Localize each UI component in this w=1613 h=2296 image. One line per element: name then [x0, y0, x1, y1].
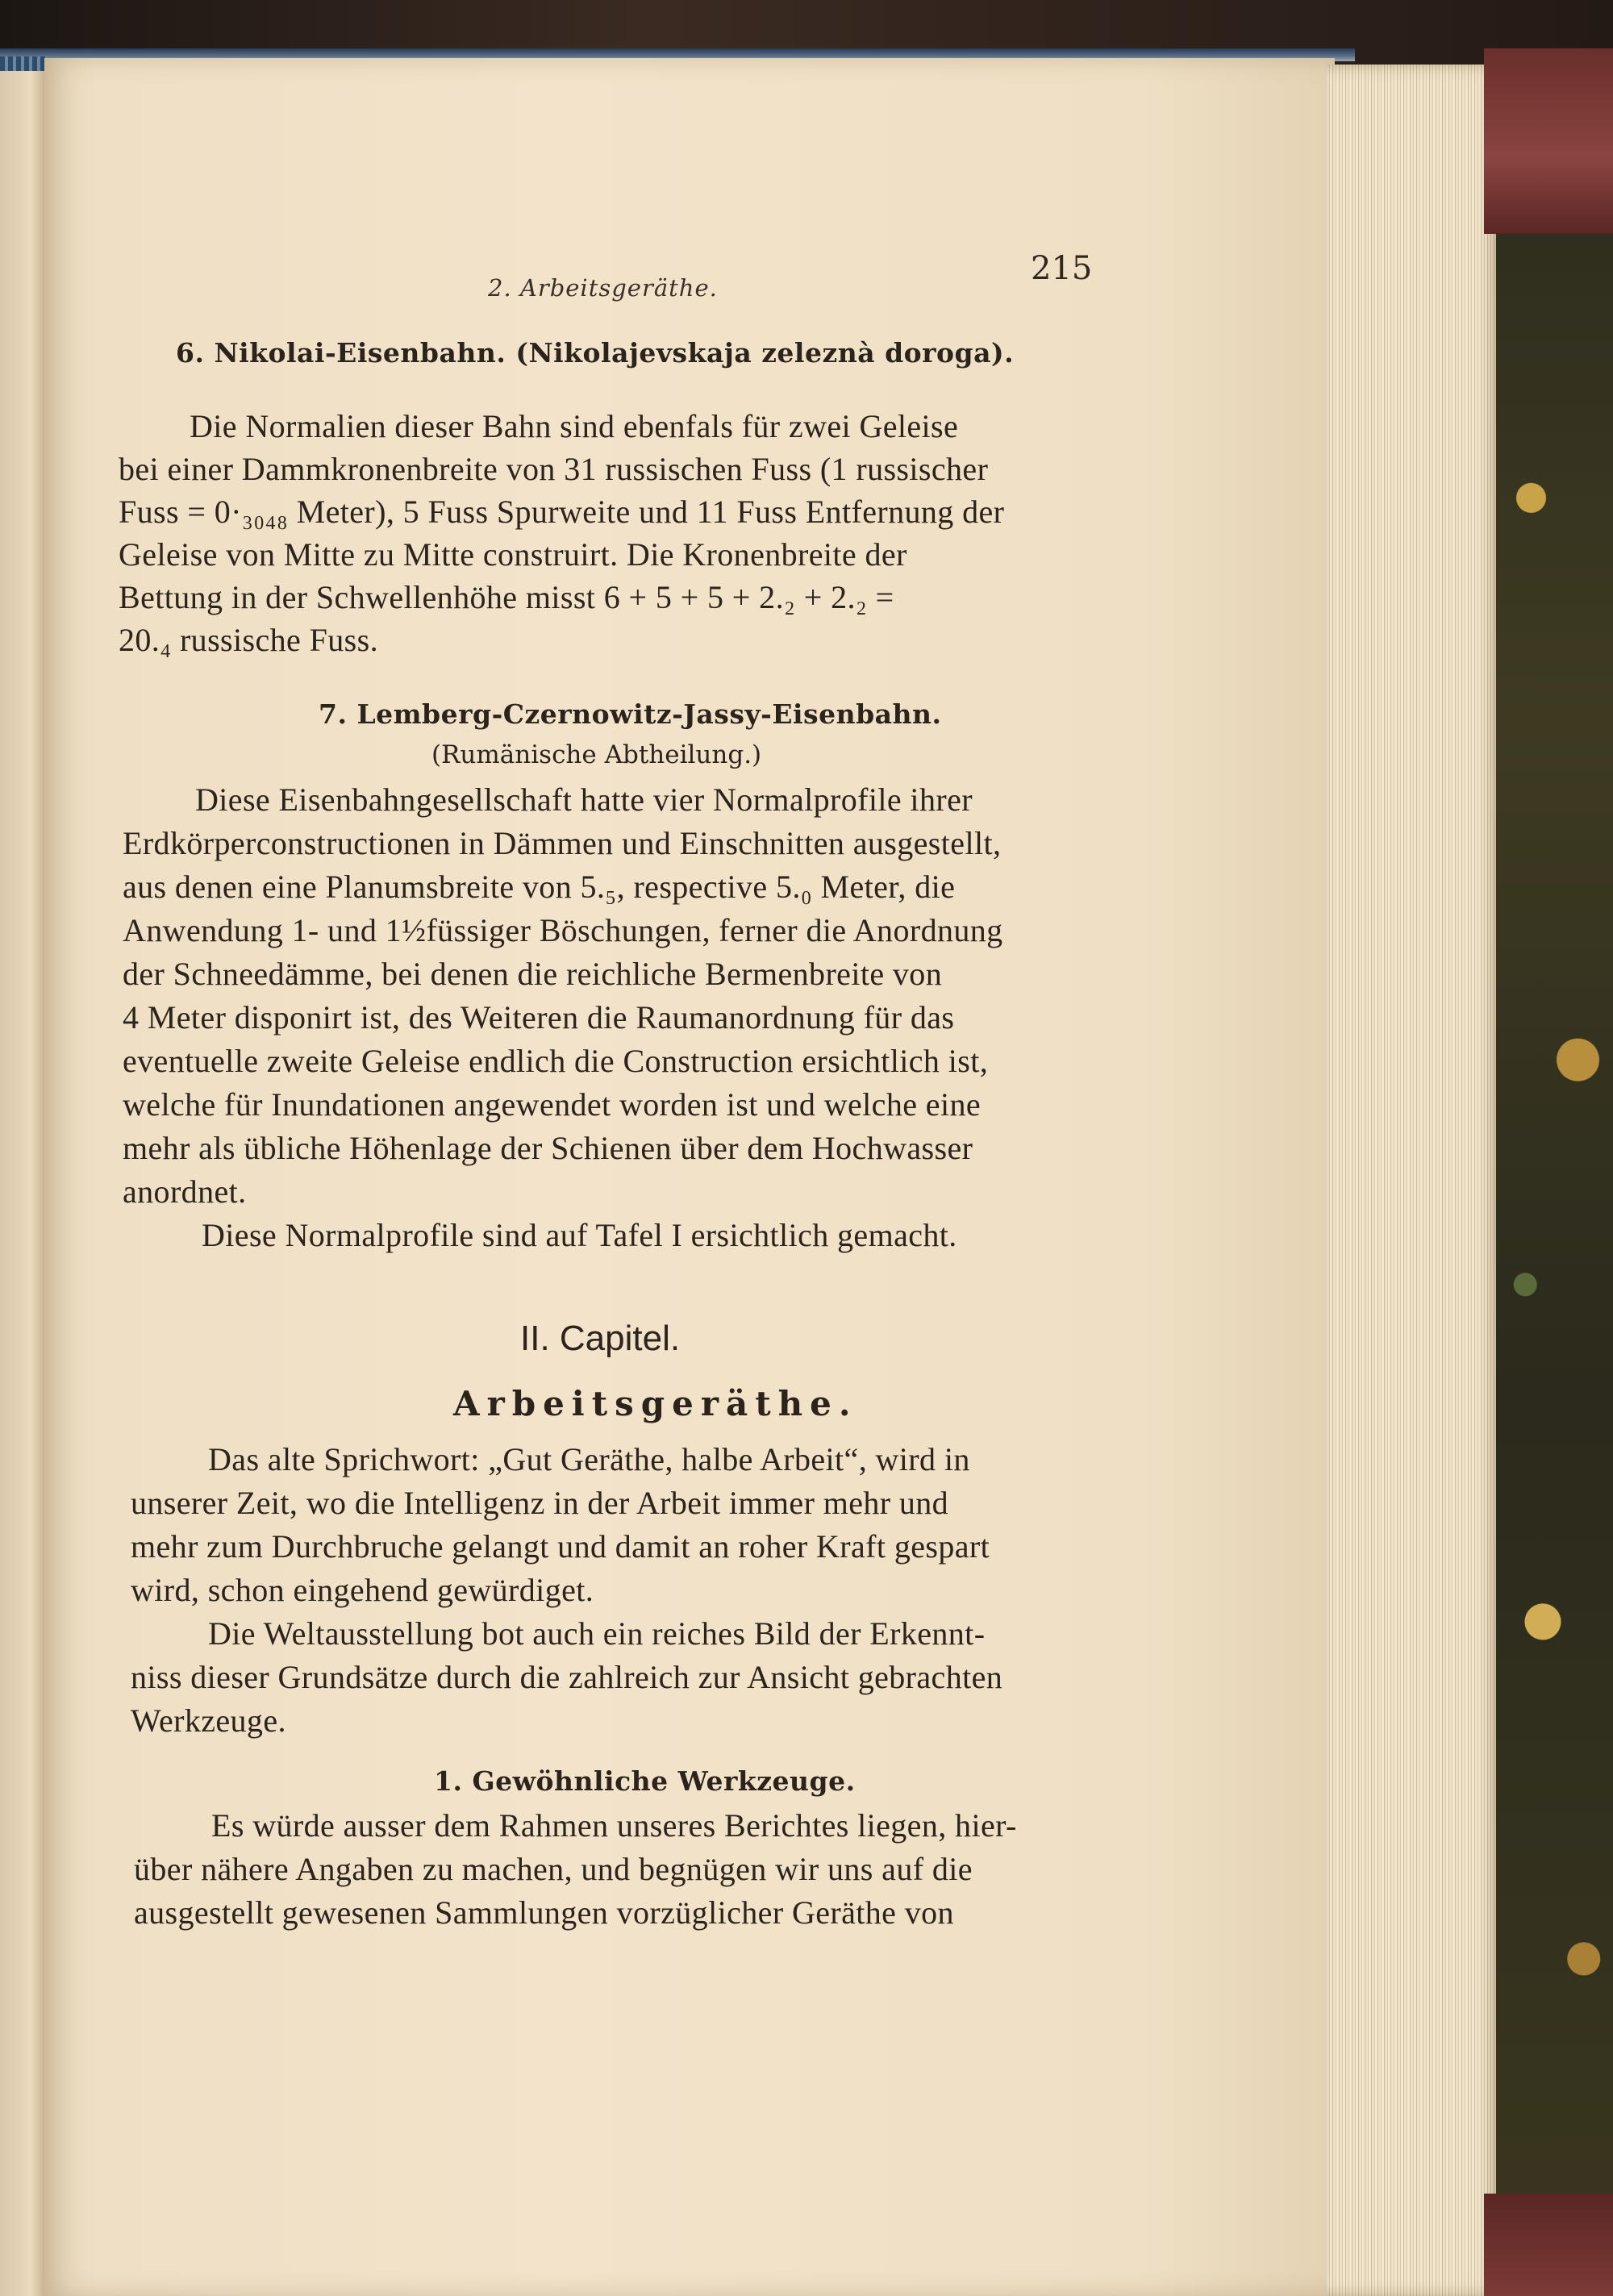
cover-corner-top: [1484, 48, 1613, 234]
s7-line: der Schneedämme, bei denen die reichliche Bermenbreite von: [123, 956, 943, 992]
chapter-line: niss dieser Grundsätze durch die zahlreich zur Ansicht gebrachten: [131, 1659, 1003, 1695]
s1-line: ausgestellt gewesenen Sammlungen vorzüglicher Geräthe von: [134, 1894, 954, 1931]
chapter-line: mehr zum Durchbruche gelangt und damit an roher Kraft gespart: [131, 1528, 990, 1565]
cover-corner-bottom: [1484, 2194, 1613, 2296]
s7-line: Erdkörperconstructionen in Dämmen und Einschnitten ausgestellt,: [123, 825, 1002, 861]
left-edge-band: [0, 56, 48, 71]
s7-line: Diese Eisenbahngesellschaft hatte vier Normalprofile ihrer: [195, 781, 973, 818]
s6-line: Fuss = 0·₃₀₄₈ Meter), 5 Fuss Spurweite und 11 Fuss Entfernung der: [119, 494, 1005, 530]
section-7-subheading: (Rumänische Abtheilung.): [431, 740, 762, 769]
chapter-line: Die Weltausstellung bot auch ein reiches Bild der Erkennt-: [208, 1615, 986, 1652]
s7-line: Anwendung 1- und 1½füssiger Böschungen, ferner die Anordnung: [123, 912, 1003, 948]
s6-line: 20.₄ russische Fuss.: [119, 622, 378, 658]
s7-line: aus denen eine Planumsbreite von 5.₅, respective 5.₀ Meter, die: [123, 869, 956, 905]
s6-line: Bettung in der Schwellenhöhe misst 6 + 5 + 5 + 2.₂ + 2.₂ =: [119, 579, 894, 615]
s6-line: Geleise von Mitte zu Mitte construirt. Die Kronenbreite der: [119, 536, 907, 573]
s7-line: Diese Normalprofile sind auf Tafel I ersichtlich gemacht.: [202, 1217, 957, 1253]
left-facing-page: [0, 56, 44, 2296]
section-1-heading: 1. Gewöhnliche Werkzeuge.: [434, 1765, 856, 1797]
marbled-cover: [1496, 48, 1613, 2296]
page-edges: [1327, 65, 1500, 2296]
section-6-heading: 6. Nikolai-Eisenbahn. (Nikolajevskaja zeleznà doroga).: [176, 337, 1015, 369]
s6-line: Die Normalien dieser Bahn sind ebenfals für zwei Geleise: [190, 408, 959, 444]
chapter-line: Werkzeuge.: [131, 1702, 286, 1739]
chapter-line: Das alte Sprichwort: „Gut Geräthe, halbe Arbeit“, wird in: [208, 1441, 970, 1477]
page-number: 215: [1031, 250, 1093, 287]
chapter-line: wird, schon eingehend gewürdiget.: [131, 1572, 594, 1608]
s7-line: eventuelle zweite Geleise endlich die Construction ersichtlich ist,: [123, 1043, 989, 1079]
chapter-title: Arbeitsgeräthe.: [453, 1384, 858, 1423]
s7-line: mehr als übliche Höhenlage der Schienen über dem Hochwasser: [123, 1130, 973, 1166]
section-7-heading: 7. Lemberg-Czernowitz-Jassy-Eisenbahn.: [319, 698, 942, 730]
s1-line: Es würde ausser dem Rahmen unseres Berichtes liegen, hier-: [211, 1807, 1017, 1844]
s1-line: über nähere Angaben zu machen, und begnügen wir uns auf die: [134, 1851, 973, 1887]
chapter-number: II. Capitel.: [520, 1319, 681, 1358]
chapter-line: unserer Zeit, wo die Intelligenz in der Arbeit immer mehr und: [131, 1485, 949, 1521]
running-head: 2. Arbeitsgeräthe.: [488, 274, 718, 302]
s7-line: 4 Meter disponirt ist, des Weiteren die Raumanordnung für das: [123, 999, 955, 1035]
s6-line: bei einer Dammkronenbreite von 31 russischen Fuss (1 russischer: [119, 451, 989, 487]
s7-line: anordnet.: [123, 1173, 247, 1210]
s7-line: welche für Inundationen angewendet worden ist und welche eine: [123, 1086, 982, 1123]
